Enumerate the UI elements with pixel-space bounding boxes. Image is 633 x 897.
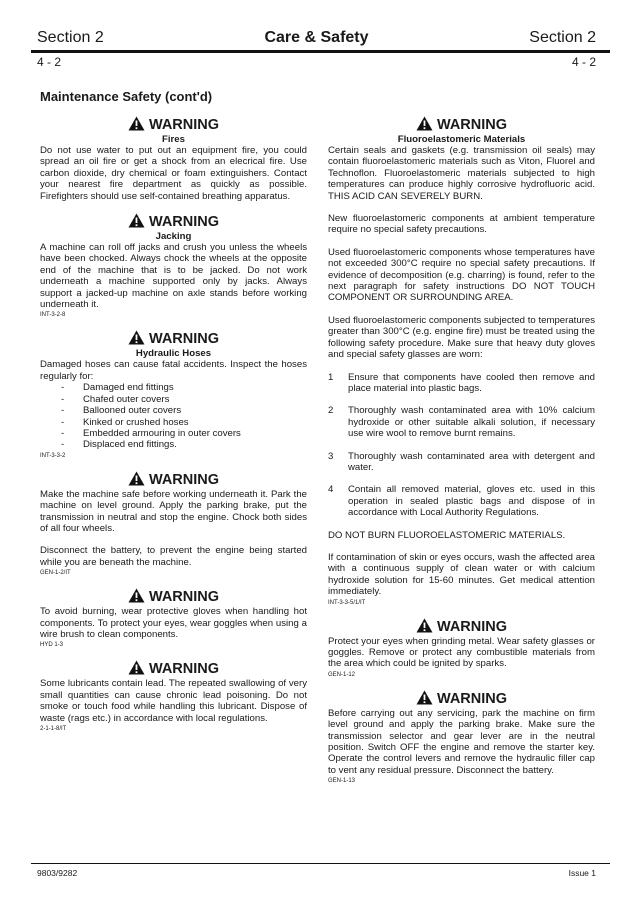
footer-rule: [31, 863, 610, 864]
warning-block-hydraulic-hoses: [40, 330, 307, 459]
reference-code: GEN-1-13: [328, 778, 356, 785]
warning-block-fires: [40, 116, 307, 202]
list-item: - Damaged end fittings: [61, 382, 174, 394]
issue-label: Issue 1: [568, 868, 596, 878]
reference-code: HYD 1-3: [40, 642, 64, 649]
right-column: [328, 116, 595, 785]
warning-triangle-icon: [416, 116, 433, 131]
header-rule: [31, 50, 610, 53]
procedure-step: 1 Ensure that components have cooled then remove and place material into plastic bags.: [328, 371, 595, 394]
warning-heading: WARNING: [40, 588, 307, 606]
warning-triangle-icon: [416, 690, 433, 705]
warning-heading: WARNING: [328, 690, 595, 708]
warning-heading: WARNING: [40, 330, 307, 348]
warning-triangle-icon: [128, 213, 145, 228]
reference-code: GEN-1-12: [328, 671, 356, 678]
list-item: - Ballooned outer covers: [61, 405, 182, 417]
warning-text: To avoid burning, wear protective gloves when handling hot components. To protect your eyes, wear goggles when using a wire brush to clean components.: [40, 606, 307, 640]
warning-text: Damaged hoses can cause fatal accidents. Inspect the hoses regularly for:: [40, 359, 307, 382]
reference-code: 2-1-1-8/IT: [40, 726, 67, 732]
reference-code: INT-3-3-5/1/IT: [328, 599, 366, 606]
reference-code: INT-3-3-2: [40, 452, 66, 459]
warning-heading: WARNING: [40, 471, 307, 489]
list-item: - Embedded armouring in outer covers: [61, 427, 241, 439]
section-label-left: Section 2: [37, 29, 104, 46]
section-label-right: Section 2: [529, 29, 596, 46]
warning-text: Certain seals and gaskets (e.g. transmission oil seals) may contain fluoroelastomeric materials such as Viton, Fluorel and Technoflon. Fluoroelastomeric materials subjected to high temperatures can produce highly corrosive hydrofluoric acid. THIS ACID CAN SEVERELY BURN.: [328, 145, 595, 202]
warning-triangle-icon: [128, 660, 145, 675]
warning-heading: WARNING: [40, 213, 307, 231]
warning-subtitle: Jacking: [155, 231, 192, 243]
warning-block-grinding: [328, 618, 595, 679]
left-column: [40, 116, 307, 733]
header-title: Care & Safety: [264, 29, 369, 46]
page-title: Maintenance Safety (cont'd): [40, 89, 213, 104]
warning-heading: WARNING: [40, 116, 307, 134]
warning-text: Make the machine safe before working underneath it. Park the machine on level ground. Apply the parking brake, put the transmission in neutral and stop the engine. Chock both sides of all four wheels.: [40, 488, 307, 534]
warning-text: DO NOT BURN FLUOROELASTOMERIC MATERIALS.: [328, 529, 566, 541]
warning-block-lead: [40, 660, 307, 733]
page-number-left: 4 - 2: [37, 55, 62, 69]
procedure-step: 2 Thoroughly wash contaminated area with 10% calcium hydroxide or other suitable alkali solution, if necessary use wire wool to remove burnt remains.: [328, 405, 595, 440]
warning-triangle-icon: [128, 116, 145, 131]
warning-text: Protect your eyes when grinding metal. Wear safety glasses or goggles. Remove or protect any combustible materials from the area which could be ignited by sparks.: [328, 635, 595, 670]
warning-heading: WARNING: [40, 660, 307, 678]
warning-triangle-icon: [416, 618, 433, 633]
warning-text: New fluoroelastomeric components at ambient temperature require no special safety precautions.: [328, 213, 595, 236]
warning-text: If contamination of skin or eyes occurs, wash the affected area with a continuous supply of clean water or with calcium hydroxide solution for 15-60 minutes. Get medical attention immediately.: [328, 551, 595, 598]
warning-triangle-icon: [128, 471, 145, 486]
warning-block-burning: [40, 588, 307, 649]
warning-triangle-icon: [128, 588, 145, 603]
warning-triangle-icon: [128, 330, 145, 345]
warning-text: Some lubricants contain lead. The repeated swallowing of very small quantities can cause chronic lead poisoning. Do not smoke or touch food while handling this lubricant. Dispose of waste (rags etc.) in accordance with local regulations.: [40, 678, 307, 724]
warning-heading: WARNING: [328, 116, 595, 134]
running-header: [37, 29, 596, 49]
warning-text: Do not use water to put out an equipment fire, you could spread an oil fire or get a shock from an elecrical fire. Use carbon dioxide, dry chemical or foam extinguishers. Contact your nearest fire department as quickly as possible. Firefighters should use self-contained breathing apparatus.: [40, 145, 307, 202]
procedure-step: 3 Thoroughly wash contaminated area with detergent and water.: [328, 450, 595, 473]
page-number-right: 4 - 2: [571, 55, 596, 69]
list-item: - Kinked or crushed hoses: [61, 416, 189, 428]
warning-heading: WARNING: [328, 618, 595, 636]
warning-subtitle: Hydraulic Hoses: [135, 348, 212, 360]
warning-block-fluoroelastomeric: [328, 116, 595, 607]
warning-block-jacking: [40, 213, 307, 319]
list-item: - Displaced end fittings.: [61, 439, 177, 451]
warning-block-working-underneath: [40, 471, 307, 577]
reference-code: GEN-1-2/IT: [40, 570, 71, 577]
procedure-step: 4 Contain all removed material, gloves etc. used in this operation in sealed plastic bags and dispose of in accordance with Local Authority Regulations.: [328, 484, 595, 519]
warning-subtitle: Fires: [162, 134, 185, 145]
warning-text: Used fluoroelastomeric components subjected to temperatures greater than 300°C (e.g. engine fire) must be treated using the following safety procedure. Make sure that heavy duty gloves and special safety glasses are worn:: [328, 314, 595, 361]
warning-block-servicing: [328, 690, 595, 785]
warning-text: Disconnect the battery, to prevent the engine being started while you are beneath the machine.: [40, 545, 307, 568]
warning-text: A machine can roll off jacks and crush you unless the wheels have been chocked. Always chock the wheels at the opposite end of the machine that is to be jacked. Do not work underneath a machine supported only by jacks. Always support a jacked-up machine on axle stands before working underneath it.: [40, 242, 307, 311]
warning-text: Before carrying out any servicing, park the machine on firm level ground and apply the parking brake. Make sure the transmission selector and gear lever are in the neutral position. Switch OFF the engine and remove the starter key. Operate the control levers and remove the hydraulic filler cap to vent any residual pressure. Disconnect the battery.: [328, 707, 595, 776]
document-number: 9803/9282: [37, 868, 78, 878]
warning-text: Used fluoroelastomeric components whose temperatures have not exceeded 300°C require no special safety precautions. If evidence of decomposition (e.g. charring) is found, refer to the next paragraph for safety instructions DO NOT TOUCH COMPONENT OR SURROUNDING AREA.: [328, 246, 595, 304]
reference-code: INT-3-2-8: [40, 312, 66, 319]
warning-subtitle: Fluoroelastomeric Materials: [397, 134, 526, 145]
list-item: - Chafed outer covers: [61, 393, 170, 405]
